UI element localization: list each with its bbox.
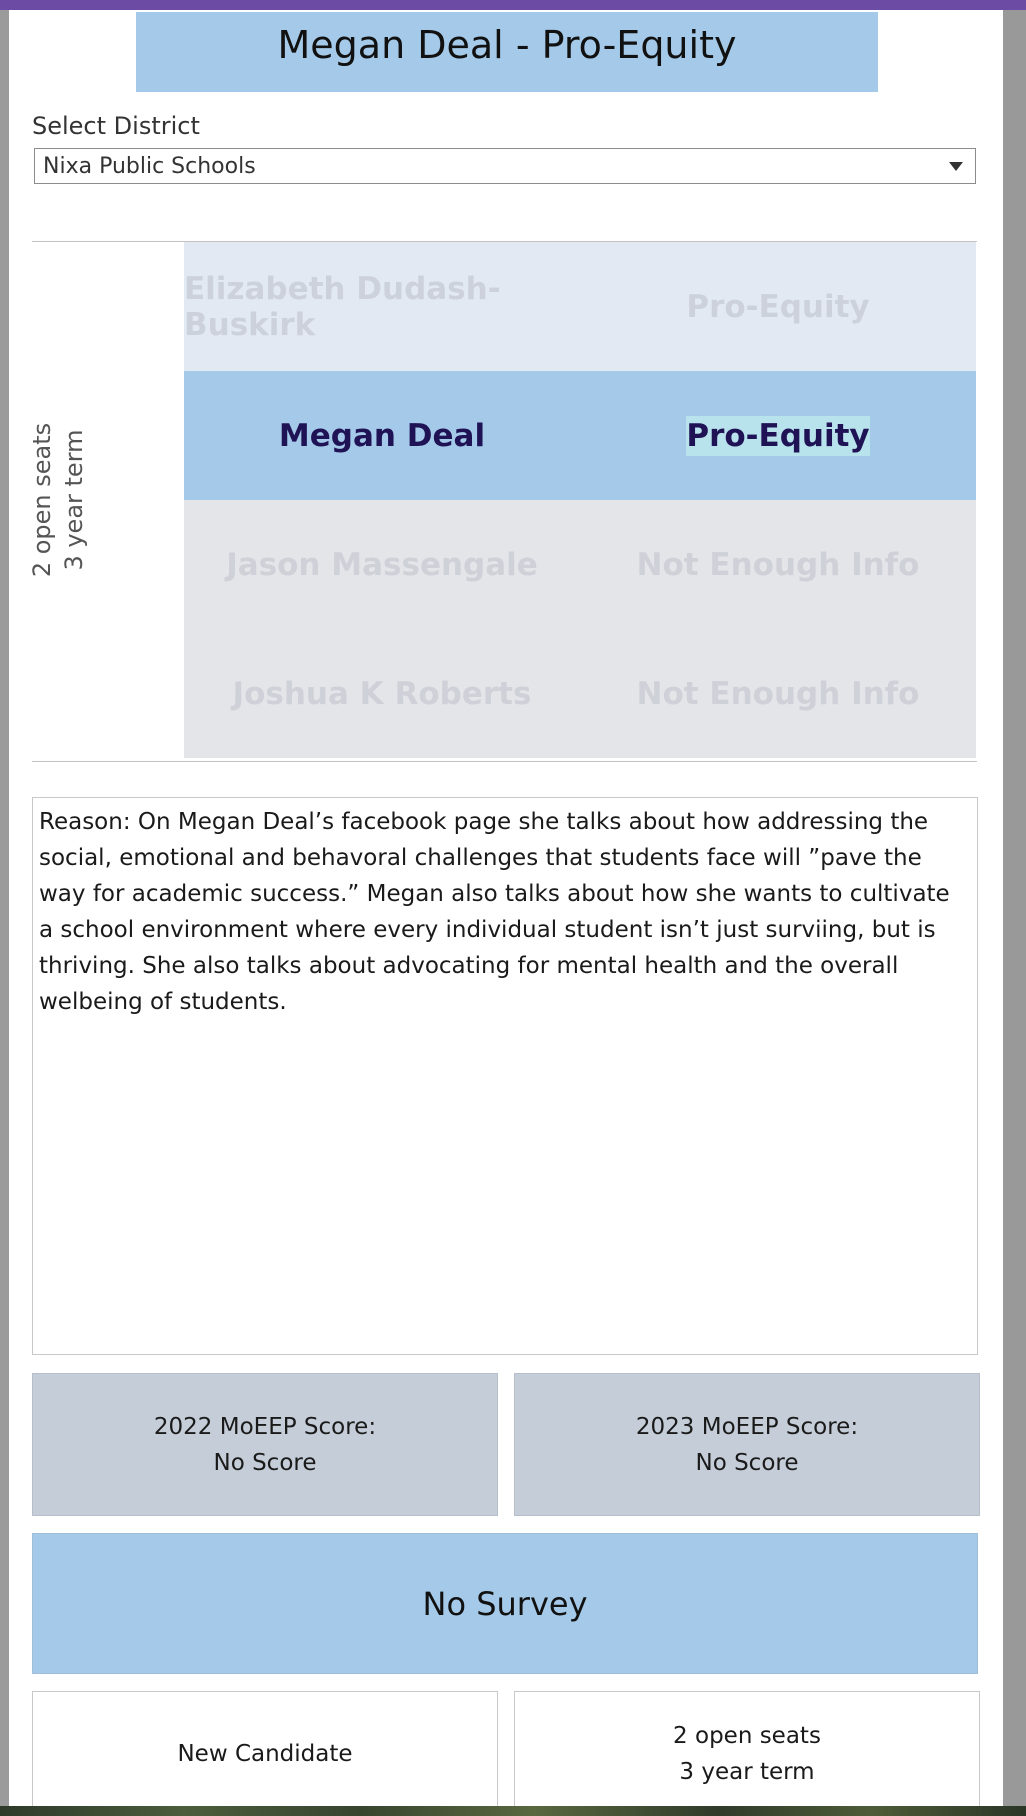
candidate-rating-highlight: Pro-Equity — [686, 417, 870, 454]
candidate-rating: Not Enough Info — [636, 675, 920, 712]
candidate-row-selected[interactable] — [184, 371, 976, 500]
page-title-banner — [136, 12, 878, 92]
chevron-down-icon[interactable] — [949, 162, 963, 171]
candidate-name: Joshua K Roberts — [232, 675, 532, 712]
district-dropdown[interactable] — [34, 148, 976, 184]
page-title: Megan Deal - Pro-Equity — [277, 23, 737, 67]
score-2023-label: 2023 MoEEP Score: — [635, 1413, 859, 1440]
background-image-strip — [0, 1806, 1026, 1816]
survey-status: No Survey — [422, 1584, 588, 1623]
candidate-name: Elizabeth Dudash-Buskirk — [184, 270, 501, 343]
seats-count: 2 open seats — [673, 1723, 821, 1749]
right-scrollbar[interactable] — [1003, 10, 1026, 1806]
score-2023-value: No Score — [695, 1449, 799, 1476]
candidate-status: New Candidate — [177, 1741, 353, 1767]
score-2022-value: No Score — [213, 1449, 317, 1476]
candidate-status-card — [32, 1691, 498, 1816]
score-card-2023 — [514, 1373, 980, 1516]
top-accent-bar — [0, 0, 1026, 10]
district-dropdown-value: Nixa Public Schools — [43, 153, 256, 179]
seats-info-card — [514, 1691, 980, 1816]
candidate-row[interactable] — [184, 629, 976, 758]
race-seats-count: 2 open seats — [28, 422, 56, 578]
candidate-row[interactable] — [184, 500, 976, 629]
score-card-2022 — [32, 1373, 498, 1516]
candidate-rating — [580, 371, 976, 500]
candidate-name: Megan Deal — [278, 417, 486, 454]
candidate-rating: Pro-Equity — [686, 288, 870, 325]
race-term-length: 3 year term — [60, 429, 88, 571]
candidate-rating: Not Enough Info — [636, 546, 920, 583]
survey-status-banner — [32, 1533, 978, 1674]
select-district-label: Select District — [32, 112, 200, 140]
candidate-row[interactable] — [184, 242, 976, 371]
left-scroll-rail — [0, 10, 9, 1806]
candidate-name: Jason Massengale — [226, 546, 538, 583]
reason-text: Reason: On Megan Deal’s facebook page she talks about how addressing the social, emotional and behavoral challenges that students face will ”pave the way for academic success.” Megan also talks about how she wants to cultivate a school environment where every individual student isn’t just surviing, but is thriving. She also talks about advocating for mental health and the overall welbeing of students. — [39, 809, 950, 1015]
reason-panel — [32, 797, 978, 1355]
term-length: 3 year term — [679, 1759, 815, 1785]
score-2022-label: 2022 MoEEP Score: — [153, 1413, 377, 1440]
